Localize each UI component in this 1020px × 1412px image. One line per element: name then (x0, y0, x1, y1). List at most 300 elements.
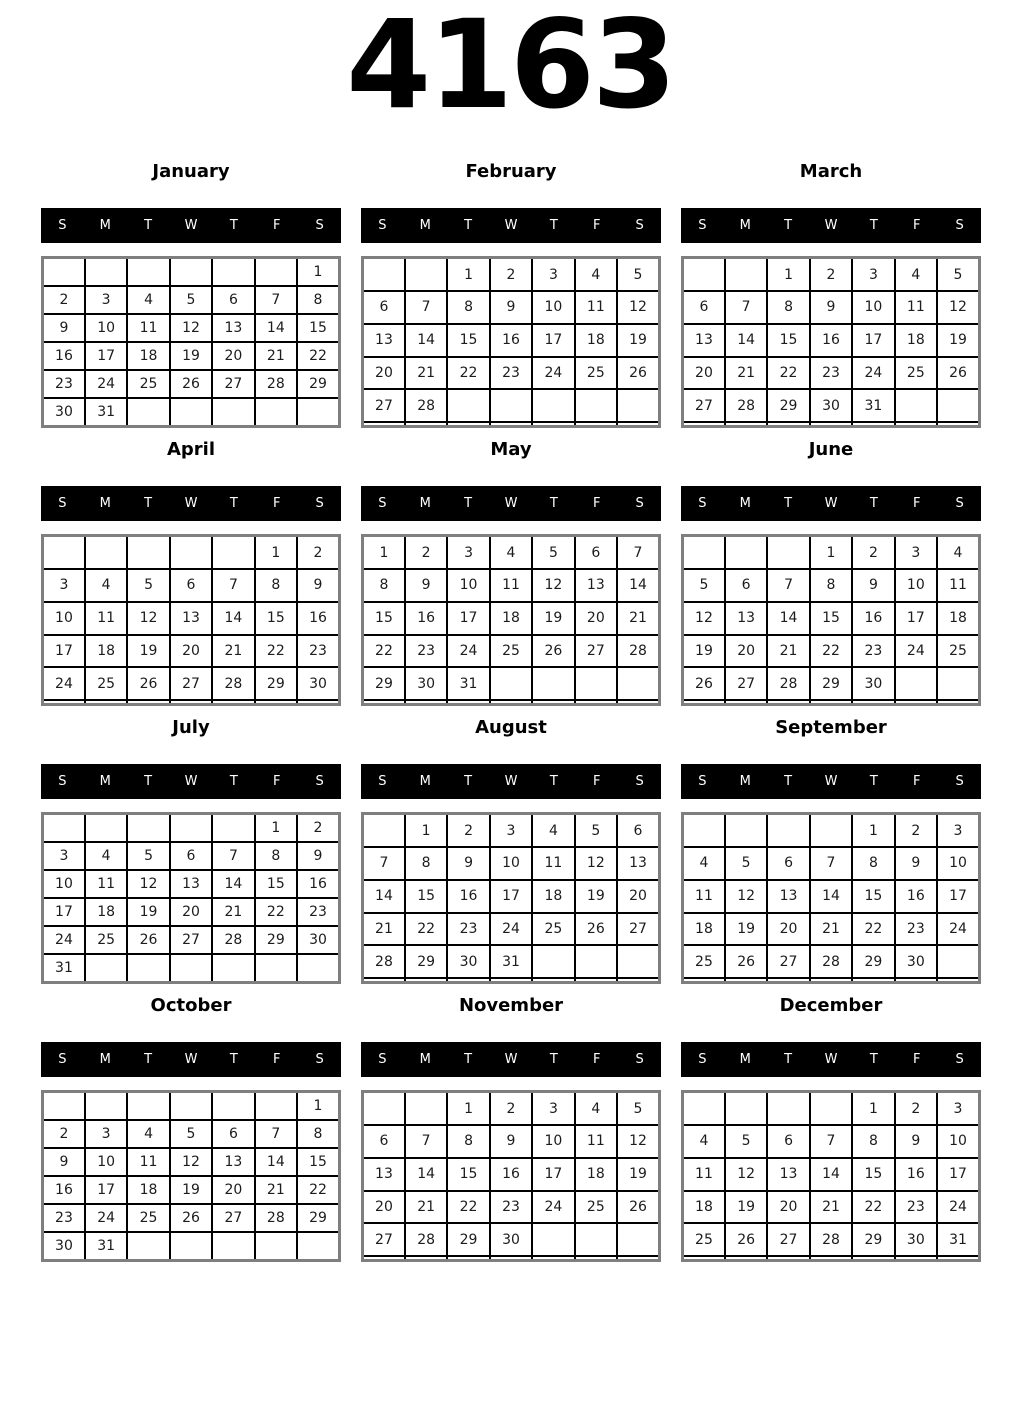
date-cell: 13 (363, 1158, 405, 1191)
weekday-label: T (144, 774, 153, 789)
date-cell: 19 (937, 324, 979, 357)
date-cell: 12 (127, 602, 169, 635)
weekday-label: F (592, 218, 601, 233)
date-cell: 26 (532, 635, 574, 668)
weekday-label: T (869, 774, 878, 789)
date-cell: 12 (937, 291, 979, 324)
date-cell (127, 814, 169, 843)
date-cell: 20 (575, 602, 617, 635)
date-cell: 29 (447, 1223, 489, 1256)
week-row (683, 1191, 980, 1224)
weekday-label: S (955, 774, 964, 789)
date-cell: 25 (683, 945, 725, 978)
date-cell: 5 (170, 1120, 212, 1148)
date-cell: 23 (297, 635, 339, 668)
date-cell (852, 422, 894, 427)
date-cell: 15 (405, 880, 447, 913)
date-cell: 22 (852, 1191, 894, 1224)
date-cell: 23 (490, 1191, 532, 1224)
date-cell (895, 422, 937, 427)
date-cell (127, 954, 169, 983)
date-cell (852, 978, 894, 983)
date-cell: 4 (85, 842, 127, 870)
date-cell: 11 (490, 569, 532, 602)
date-cell: 24 (895, 635, 937, 668)
date-cell: 21 (363, 913, 405, 946)
date-cell: 17 (852, 324, 894, 357)
date-cell (895, 667, 937, 700)
months-grid (41, 160, 981, 1262)
date-cell: 7 (255, 1120, 297, 1148)
date-cell: 1 (852, 814, 894, 848)
date-cell: 27 (683, 389, 725, 422)
date-cell: 28 (767, 667, 809, 700)
date-cell: 21 (255, 1176, 297, 1204)
date-cell: 29 (767, 389, 809, 422)
date-cell: 14 (725, 324, 767, 357)
date-cell (617, 667, 659, 700)
date-cell (895, 1256, 937, 1261)
date-cell: 16 (490, 1158, 532, 1191)
date-cell (532, 389, 574, 422)
date-cell: 2 (895, 1092, 937, 1126)
weekday-label: S (378, 774, 387, 789)
date-cell: 29 (405, 945, 447, 978)
date-cell (852, 700, 894, 705)
week-row (363, 1191, 660, 1224)
date-cell: 21 (255, 342, 297, 370)
date-cell: 21 (725, 357, 767, 390)
date-cell (617, 700, 659, 705)
date-cell: 2 (490, 1092, 532, 1126)
date-cell: 28 (363, 945, 405, 978)
weekday-label: S (955, 1052, 964, 1067)
date-cell: 11 (895, 291, 937, 324)
date-cell: 6 (363, 1125, 405, 1158)
date-cell: 17 (43, 635, 85, 668)
week-row (683, 1158, 980, 1191)
weekday-label: M (739, 1052, 751, 1067)
weekday-label: W (504, 774, 518, 789)
week-row (363, 913, 660, 946)
week-row (363, 1092, 660, 1126)
date-cell: 8 (852, 847, 894, 880)
weekday-label: S (315, 496, 324, 511)
date-cell: 1 (405, 814, 447, 848)
date-cell (212, 398, 254, 427)
date-cell: 3 (43, 569, 85, 602)
date-cell: 9 (43, 314, 85, 342)
date-cell: 26 (170, 370, 212, 398)
weekday-label: M (99, 774, 111, 789)
date-cell: 13 (170, 870, 212, 898)
date-cell: 17 (43, 898, 85, 926)
date-cell: 24 (447, 635, 489, 668)
weekday-header-row (681, 1042, 981, 1077)
weekday-label: F (912, 1052, 921, 1067)
date-cell: 11 (85, 870, 127, 898)
date-cell (767, 536, 809, 570)
week-row (683, 536, 980, 570)
month-title: May (490, 439, 532, 460)
weekday-label: S (378, 218, 387, 233)
date-cell (363, 1256, 405, 1261)
date-cell: 30 (405, 667, 447, 700)
week-row (43, 1204, 340, 1232)
date-cell: 15 (255, 870, 297, 898)
weekday-label: W (504, 1052, 518, 1067)
week-row (43, 536, 340, 570)
date-cell: 2 (297, 814, 339, 843)
weekday-label: F (272, 218, 281, 233)
weekday-label: T (869, 218, 878, 233)
date-cell: 27 (767, 1223, 809, 1256)
date-cell: 18 (683, 1191, 725, 1224)
week-row (363, 978, 660, 983)
date-cell (170, 814, 212, 843)
date-cell: 30 (447, 945, 489, 978)
date-cell: 19 (725, 1191, 767, 1224)
week-row (43, 314, 340, 342)
date-cell: 10 (490, 847, 532, 880)
date-cell (85, 814, 127, 843)
weekday-label: T (869, 496, 878, 511)
date-cell: 10 (532, 1125, 574, 1158)
weekday-label: T (229, 1052, 238, 1067)
date-cell: 14 (810, 880, 852, 913)
date-cell (490, 700, 532, 705)
date-cell: 26 (683, 667, 725, 700)
week-row (363, 945, 660, 978)
date-cell (255, 700, 297, 705)
date-cell: 8 (852, 1125, 894, 1158)
date-grid (361, 1090, 661, 1262)
date-grid (361, 534, 661, 706)
date-cell: 20 (212, 1176, 254, 1204)
weekday-label: W (184, 1052, 198, 1067)
weekday-label: S (698, 496, 707, 511)
date-cell (767, 1092, 809, 1126)
date-cell: 13 (683, 324, 725, 357)
date-cell: 1 (255, 536, 297, 570)
date-cell: 23 (810, 357, 852, 390)
date-cell (405, 1256, 447, 1261)
weekday-label: S (315, 218, 324, 233)
date-cell (255, 258, 297, 287)
date-cell: 15 (255, 602, 297, 635)
date-cell (490, 1256, 532, 1261)
week-row (43, 1092, 340, 1121)
week-row (363, 389, 660, 422)
date-cell: 12 (725, 1158, 767, 1191)
date-cell (937, 700, 979, 705)
date-cell: 9 (297, 842, 339, 870)
date-cell: 7 (405, 291, 447, 324)
week-row (683, 569, 980, 602)
date-cell (363, 814, 405, 848)
weekday-label: T (144, 218, 153, 233)
date-cell: 13 (212, 314, 254, 342)
date-cell: 6 (683, 291, 725, 324)
date-cell: 26 (575, 913, 617, 946)
date-grid (681, 812, 981, 984)
date-cell: 28 (405, 1223, 447, 1256)
date-cell: 31 (43, 954, 85, 983)
date-cell: 28 (617, 635, 659, 668)
week-row (43, 1232, 340, 1261)
date-cell (43, 536, 85, 570)
date-cell: 28 (810, 1223, 852, 1256)
date-cell: 27 (575, 635, 617, 668)
date-cell: 27 (363, 1223, 405, 1256)
date-cell: 15 (810, 602, 852, 635)
date-cell (490, 667, 532, 700)
date-cell: 22 (852, 913, 894, 946)
date-cell: 20 (170, 635, 212, 668)
date-cell: 7 (255, 286, 297, 314)
date-cell: 19 (127, 635, 169, 668)
month-april (41, 438, 341, 706)
week-row (683, 1092, 980, 1126)
date-cell: 9 (895, 847, 937, 880)
date-cell: 20 (363, 357, 405, 390)
date-cell (490, 389, 532, 422)
date-cell (937, 945, 979, 978)
date-cell (895, 389, 937, 422)
weekday-label: W (824, 496, 838, 511)
date-cell: 26 (617, 1191, 659, 1224)
month-february (361, 160, 661, 428)
date-cell: 18 (127, 342, 169, 370)
weekday-label: F (272, 774, 281, 789)
date-cell: 26 (937, 357, 979, 390)
date-cell (170, 398, 212, 427)
date-cell: 11 (85, 602, 127, 635)
week-row (363, 700, 660, 705)
date-cell: 29 (810, 667, 852, 700)
date-cell: 7 (725, 291, 767, 324)
date-cell: 14 (617, 569, 659, 602)
date-cell: 4 (490, 536, 532, 570)
weekday-label: S (315, 1052, 324, 1067)
date-cell (127, 700, 169, 705)
date-cell: 16 (297, 602, 339, 635)
date-cell (363, 978, 405, 983)
date-cell (725, 978, 767, 983)
date-cell (490, 978, 532, 983)
date-cell: 23 (852, 635, 894, 668)
date-grid (41, 256, 341, 428)
week-row (43, 258, 340, 287)
date-cell (895, 700, 937, 705)
date-cell: 25 (575, 357, 617, 390)
weekday-label: F (592, 496, 601, 511)
date-cell: 31 (490, 945, 532, 978)
date-cell: 27 (617, 913, 659, 946)
date-cell (617, 978, 659, 983)
date-cell: 9 (810, 291, 852, 324)
date-cell (767, 978, 809, 983)
date-cell (532, 978, 574, 983)
date-cell: 18 (127, 1176, 169, 1204)
date-cell (575, 978, 617, 983)
date-cell: 1 (852, 1092, 894, 1126)
date-cell (363, 700, 405, 705)
date-cell (767, 1256, 809, 1261)
week-row (363, 880, 660, 913)
weekday-label: F (912, 774, 921, 789)
weekday-label: T (549, 1052, 558, 1067)
date-cell: 29 (297, 1204, 339, 1232)
date-cell (85, 1092, 127, 1121)
date-cell (127, 258, 169, 287)
month-title: March (799, 161, 863, 182)
date-cell: 6 (363, 291, 405, 324)
week-row (363, 602, 660, 635)
week-row (43, 700, 340, 705)
week-row (683, 880, 980, 913)
date-cell: 15 (447, 1158, 489, 1191)
date-cell: 29 (297, 370, 339, 398)
date-cell (490, 422, 532, 427)
date-cell: 24 (937, 913, 979, 946)
date-cell: 27 (725, 667, 767, 700)
date-cell: 11 (127, 314, 169, 342)
date-cell: 23 (895, 1191, 937, 1224)
date-cell: 29 (255, 926, 297, 954)
month-may (361, 438, 661, 706)
date-cell: 9 (43, 1148, 85, 1176)
date-cell: 28 (810, 945, 852, 978)
weekday-header-row (41, 208, 341, 243)
date-cell: 26 (617, 357, 659, 390)
date-cell (255, 954, 297, 983)
week-row (43, 1176, 340, 1204)
date-cell: 5 (127, 842, 169, 870)
week-row (683, 422, 980, 427)
week-row (43, 635, 340, 668)
date-cell: 8 (255, 569, 297, 602)
weekday-label: W (184, 496, 198, 511)
date-cell (617, 1223, 659, 1256)
date-cell (937, 1256, 979, 1261)
date-cell (575, 1256, 617, 1261)
weekday-label: M (739, 774, 751, 789)
week-row (43, 667, 340, 700)
date-cell: 30 (43, 398, 85, 427)
date-cell: 2 (405, 536, 447, 570)
date-cell: 22 (447, 1191, 489, 1224)
date-cell (127, 1232, 169, 1261)
weekday-label: S (58, 218, 67, 233)
weekday-label: T (229, 496, 238, 511)
week-row (43, 898, 340, 926)
month-title: September (775, 717, 887, 738)
date-cell: 5 (725, 1125, 767, 1158)
date-cell: 28 (255, 1204, 297, 1232)
date-cell: 17 (895, 602, 937, 635)
date-cell: 14 (255, 314, 297, 342)
date-cell: 10 (85, 314, 127, 342)
date-cell: 27 (363, 389, 405, 422)
month-december (681, 994, 981, 1262)
date-cell: 2 (447, 814, 489, 848)
date-cell: 25 (127, 1204, 169, 1232)
date-cell: 6 (170, 569, 212, 602)
date-cell (532, 945, 574, 978)
date-cell: 18 (683, 913, 725, 946)
date-cell (43, 1092, 85, 1121)
weekday-header-row (41, 764, 341, 799)
weekday-label: S (58, 496, 67, 511)
date-cell: 7 (363, 847, 405, 880)
weekday-label: F (912, 218, 921, 233)
date-cell: 8 (297, 286, 339, 314)
date-cell (170, 1092, 212, 1121)
date-cell (532, 667, 574, 700)
week-row (43, 842, 340, 870)
week-row (43, 1148, 340, 1176)
weekday-label: S (635, 496, 644, 511)
date-cell (532, 422, 574, 427)
date-cell: 18 (937, 602, 979, 635)
date-cell (405, 422, 447, 427)
date-cell (810, 1256, 852, 1261)
date-cell (405, 258, 447, 292)
date-cell: 14 (255, 1148, 297, 1176)
date-cell: 22 (810, 635, 852, 668)
date-cell: 4 (532, 814, 574, 848)
weekday-label: W (824, 1052, 838, 1067)
date-cell: 21 (810, 1191, 852, 1224)
date-cell (43, 700, 85, 705)
date-cell: 21 (212, 635, 254, 668)
date-cell: 3 (895, 536, 937, 570)
date-cell: 27 (767, 945, 809, 978)
week-row (683, 602, 980, 635)
date-cell (725, 422, 767, 427)
date-cell (297, 954, 339, 983)
date-cell: 13 (725, 602, 767, 635)
date-grid (681, 256, 981, 428)
date-cell: 4 (85, 569, 127, 602)
date-cell: 1 (447, 1092, 489, 1126)
date-cell (725, 258, 767, 292)
week-row (43, 569, 340, 602)
week-row (363, 324, 660, 357)
week-row (683, 913, 980, 946)
date-cell: 6 (212, 1120, 254, 1148)
week-row (363, 1256, 660, 1261)
date-cell (810, 700, 852, 705)
date-cell: 15 (852, 880, 894, 913)
week-row (43, 954, 340, 983)
weekday-label: S (58, 774, 67, 789)
month-january (41, 160, 341, 428)
date-cell: 3 (85, 286, 127, 314)
date-cell: 11 (532, 847, 574, 880)
date-cell (127, 536, 169, 570)
date-cell (363, 422, 405, 427)
week-row (363, 357, 660, 390)
date-cell: 28 (405, 389, 447, 422)
date-cell: 13 (170, 602, 212, 635)
date-cell: 9 (405, 569, 447, 602)
date-cell: 10 (43, 870, 85, 898)
week-row (363, 258, 660, 292)
date-cell: 6 (212, 286, 254, 314)
date-cell: 13 (575, 569, 617, 602)
